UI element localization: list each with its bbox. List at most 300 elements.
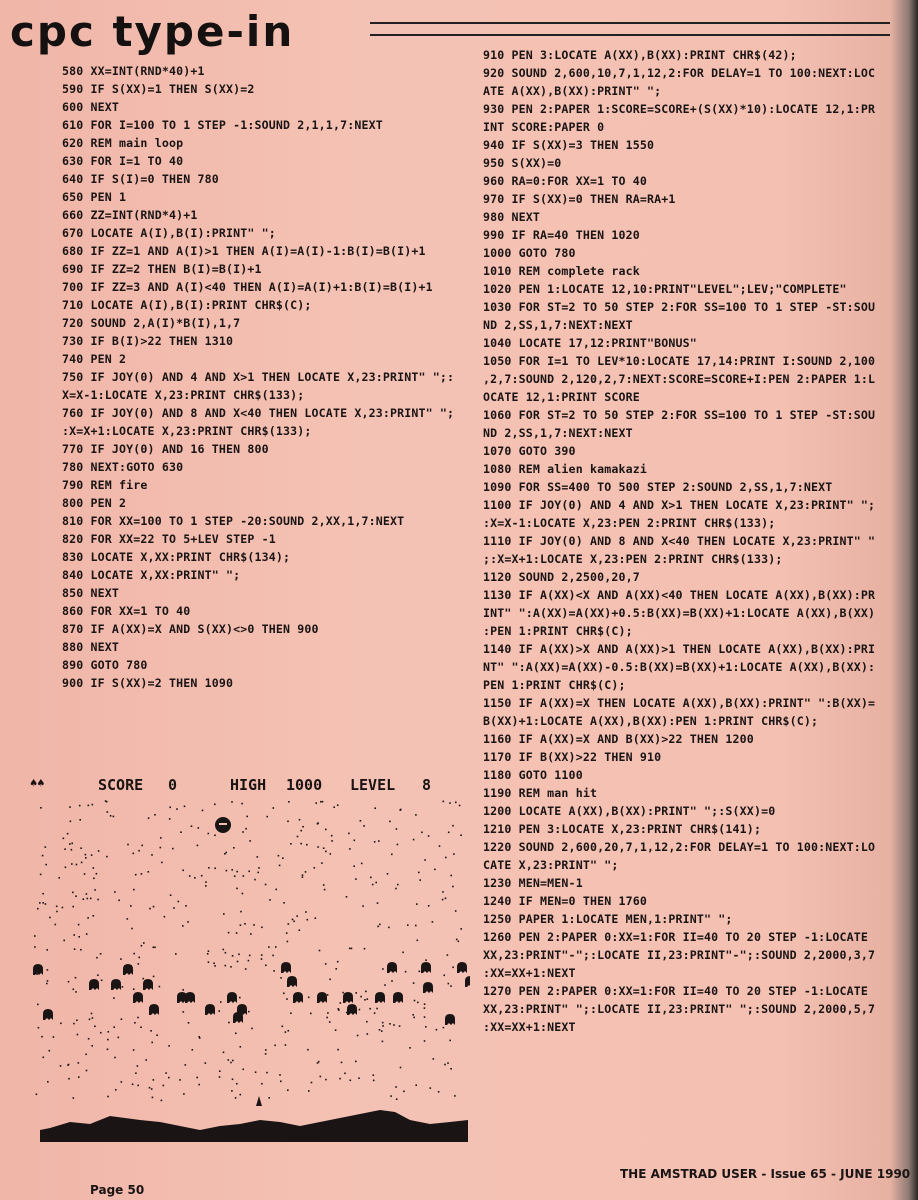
score-value: 0	[168, 776, 178, 794]
star	[133, 889, 135, 891]
star	[331, 840, 333, 842]
alien-invader	[133, 992, 143, 1003]
code-line: 1150 IF A(XX)=X THEN LOCATE A(XX),B(XX):PRINT" ":B(XX)=	[483, 696, 876, 710]
code-line: 640 IF S(I)=0 THEN 780	[62, 172, 219, 186]
star	[231, 801, 233, 803]
code-line: 750 IF JOY(0) AND 4 AND X>1 THEN LOCATE X,23:PRINT" ";:	[62, 370, 455, 384]
star	[443, 1027, 445, 1029]
star	[424, 1003, 426, 1005]
code-line: 900 IF S(XX)=2 THEN 1090	[62, 676, 234, 690]
star	[86, 893, 88, 895]
star	[325, 829, 327, 831]
star	[41, 1036, 43, 1038]
star	[286, 998, 288, 1000]
star	[71, 863, 73, 865]
alien-invader	[423, 982, 433, 993]
star	[266, 1072, 268, 1074]
star	[164, 916, 166, 918]
star	[208, 867, 210, 869]
star	[153, 976, 155, 978]
star	[223, 1052, 225, 1054]
star	[344, 1073, 346, 1075]
star	[205, 1062, 207, 1064]
star	[358, 1077, 360, 1079]
star	[275, 889, 277, 891]
code-line: 950 S(XX)=0	[483, 156, 562, 170]
star	[261, 927, 263, 929]
star	[306, 844, 308, 846]
star	[86, 1070, 88, 1072]
star	[151, 1088, 153, 1090]
star	[71, 849, 73, 851]
alien-invader	[111, 979, 121, 990]
star	[43, 1057, 45, 1059]
star	[355, 1061, 357, 1063]
alien-invader	[387, 962, 397, 973]
star	[261, 958, 263, 960]
star	[268, 1097, 270, 1099]
star	[134, 1022, 136, 1024]
star	[455, 802, 457, 804]
star	[86, 933, 88, 935]
code-line: 940 IF S(XX)=3 THEN 1550	[483, 138, 655, 152]
star	[172, 848, 174, 850]
star	[348, 833, 350, 835]
star	[78, 1062, 80, 1064]
star	[362, 905, 364, 907]
star	[122, 986, 124, 988]
star	[87, 917, 89, 919]
star	[97, 974, 99, 976]
star	[242, 1069, 244, 1071]
star	[242, 831, 244, 833]
code-line: 1070 GOTO 390	[483, 444, 576, 458]
code-line: 1120 SOUND 2,2500,20,7	[483, 570, 640, 584]
star	[243, 875, 245, 877]
star	[47, 969, 49, 971]
star	[428, 835, 430, 837]
star	[300, 830, 302, 832]
star	[346, 896, 348, 898]
star	[94, 889, 96, 891]
star	[93, 915, 95, 917]
star	[266, 816, 268, 818]
code-line: 1160 IF A(XX)=X AND B(XX)>22 THEN 1200	[483, 732, 754, 746]
star	[302, 826, 304, 828]
star	[248, 871, 250, 873]
star	[458, 941, 460, 943]
star	[459, 805, 461, 807]
star	[321, 862, 323, 864]
star	[138, 957, 140, 959]
star	[355, 992, 357, 994]
star	[338, 1008, 340, 1010]
star	[450, 875, 452, 877]
star	[434, 869, 436, 871]
star	[415, 925, 417, 927]
star	[349, 948, 351, 950]
star	[329, 979, 331, 981]
star	[359, 1009, 361, 1011]
star	[72, 906, 74, 908]
star	[133, 1049, 135, 1051]
star	[418, 872, 420, 874]
code-line: 1010 REM complete rack	[483, 264, 640, 278]
star	[366, 1021, 368, 1023]
star	[46, 949, 48, 951]
star	[335, 968, 337, 970]
star	[154, 947, 156, 949]
star	[223, 949, 225, 951]
star	[424, 1016, 426, 1018]
star	[340, 1002, 342, 1004]
star	[42, 902, 44, 904]
star	[149, 908, 151, 910]
code-line: 580 XX=INT(RND*40)+1	[62, 64, 205, 78]
star	[160, 847, 162, 849]
code-line: 740 PEN 2	[62, 352, 127, 366]
code-line: 780 NEXT:GOTO 630	[62, 460, 184, 474]
star	[143, 978, 145, 980]
star	[178, 901, 180, 903]
code-line: :PEN 1:PRINT CHR$(C);	[483, 624, 633, 638]
star	[279, 865, 281, 867]
star	[396, 1098, 398, 1100]
star	[37, 1004, 39, 1006]
code-line: 670 LOCATE A(I),B(I):PRINT" ";	[62, 226, 276, 240]
star	[373, 1074, 375, 1076]
star	[377, 902, 379, 904]
star	[412, 1014, 414, 1016]
star	[141, 945, 143, 947]
star	[145, 1059, 147, 1061]
star	[219, 1076, 221, 1078]
star	[241, 803, 243, 805]
star	[152, 1097, 154, 1099]
code-line: 1110 IF JOY(0) AND 8 AND X<40 THEN LOCATE X,23:PRINT" "	[483, 534, 876, 548]
code-line: CATE X,23:PRINT" ";	[483, 858, 619, 872]
star	[378, 840, 380, 842]
code-line: 930 PEN 2:PAPER 1:SCORE=SCORE+(S(XX)*10):LOCATE 12,1:PR	[483, 102, 876, 116]
star	[320, 801, 322, 803]
star	[442, 891, 444, 893]
star	[330, 853, 332, 855]
star	[280, 1081, 282, 1083]
alien-invader	[33, 964, 43, 975]
star	[326, 1017, 328, 1019]
code-line: 960 RA=0:FOR XX=1 TO 40	[483, 174, 647, 188]
star	[39, 902, 41, 904]
star	[240, 1094, 242, 1096]
code-line: 790 REM fire	[62, 478, 148, 492]
star	[397, 844, 399, 846]
star	[403, 1091, 405, 1093]
code-line: 1040 LOCATE 17,12:PRINT"BONUS"	[483, 336, 697, 350]
alien-invader	[317, 992, 327, 1003]
code-line: 700 IF ZZ=3 AND A(I)<40 THEN A(I)=A(I)+1:B(I)=B(I)+1	[62, 280, 433, 294]
code-line: 1230 MEN=MEN-1	[483, 876, 583, 890]
star	[341, 1062, 343, 1064]
star	[456, 939, 458, 941]
star	[244, 923, 246, 925]
star	[327, 994, 329, 996]
star	[307, 1049, 309, 1051]
star	[280, 977, 282, 979]
star	[342, 992, 344, 994]
alien-invader	[143, 979, 153, 990]
star	[55, 924, 57, 926]
star	[53, 1036, 55, 1038]
star	[452, 967, 454, 969]
star	[414, 1000, 416, 1002]
code-line: INT SCORE:PAPER 0	[483, 120, 605, 134]
star	[88, 805, 90, 807]
star	[114, 891, 116, 893]
star	[163, 1085, 165, 1087]
star	[391, 854, 393, 856]
star	[350, 1080, 352, 1082]
star	[242, 893, 244, 895]
code-line: 1050 FOR I=1 TO LEV*10:LOCATE 17,14:PRINT I:SOUND 2,100	[483, 354, 876, 368]
star	[454, 1095, 456, 1097]
code-line: 680 IF ZZ=1 AND A(I)>1 THEN A(I)=A(I)-1:B(I)=B(I)+1	[62, 244, 426, 258]
star	[399, 1025, 401, 1027]
star	[138, 963, 140, 965]
star	[179, 1079, 181, 1081]
star	[69, 843, 71, 845]
star	[100, 953, 102, 955]
star	[151, 854, 153, 856]
star	[173, 907, 175, 909]
star	[63, 838, 65, 840]
game-hud	[30, 770, 470, 796]
star	[283, 902, 285, 904]
star	[93, 867, 95, 869]
star	[36, 1094, 38, 1096]
star	[245, 828, 247, 830]
star	[63, 940, 65, 942]
code-line: 660 ZZ=INT(RND*4)+1	[62, 208, 198, 222]
star	[272, 955, 274, 957]
alien-invader	[281, 962, 291, 973]
star	[219, 1070, 221, 1072]
code-line: 600 NEXT	[62, 100, 120, 114]
star	[187, 921, 189, 923]
game-playfield	[30, 770, 470, 1150]
code-line: 1260 PEN 2:PAPER 0:XX=1:FOR II=40 TO 20 STEP -1:LOCATE	[483, 930, 869, 944]
code-line: ND 2,SS,1,7:NEXT:NEXT	[483, 426, 633, 440]
star	[92, 1017, 94, 1019]
star	[67, 833, 69, 835]
star	[442, 899, 444, 901]
star	[246, 816, 248, 818]
code-line: 1140 IF A(XX)>X AND A(XX)>1 THEN LOCATE A(XX),B(XX):PRI	[483, 642, 876, 656]
star	[339, 1078, 341, 1080]
star	[49, 917, 51, 919]
alien-invader	[149, 1004, 159, 1015]
star	[337, 804, 339, 806]
listing-right-column	[483, 46, 883, 1036]
star	[248, 960, 250, 962]
star	[169, 818, 171, 820]
star	[182, 989, 184, 991]
star	[205, 881, 207, 883]
star	[238, 954, 240, 956]
alien-invader	[343, 992, 353, 1003]
star	[75, 895, 77, 897]
page-number: Page 50	[90, 1183, 145, 1197]
star	[390, 1095, 392, 1097]
star	[452, 886, 454, 888]
star	[355, 878, 357, 880]
code-line: 1170 IF B(XX)>22 THEN 910	[483, 750, 662, 764]
star	[413, 839, 415, 841]
star	[239, 997, 241, 999]
star	[405, 971, 407, 973]
star	[89, 1019, 91, 1021]
star	[376, 1008, 378, 1010]
star	[354, 840, 356, 842]
star	[240, 1046, 242, 1048]
star	[363, 825, 365, 827]
star	[154, 814, 156, 816]
star	[75, 991, 77, 993]
star	[224, 853, 226, 855]
star	[194, 877, 196, 879]
star	[240, 924, 242, 926]
star	[268, 946, 270, 948]
star	[92, 804, 94, 806]
star	[79, 805, 81, 807]
star	[160, 837, 162, 839]
alien-invader	[375, 992, 385, 1003]
star	[80, 949, 82, 951]
star	[45, 846, 47, 848]
star	[114, 1057, 116, 1059]
star	[257, 856, 259, 858]
star	[257, 872, 259, 874]
star	[320, 1076, 322, 1078]
star	[183, 1093, 185, 1095]
star	[407, 924, 409, 926]
star	[65, 867, 67, 869]
alien-invader	[123, 964, 133, 975]
star	[384, 984, 386, 986]
code-line: 970 IF S(XX)=0 THEN RA=RA+1	[483, 192, 676, 206]
star	[379, 1029, 381, 1031]
star	[419, 971, 421, 973]
star	[153, 1079, 155, 1081]
code-line: 760 IF JOY(0) AND 8 AND X<40 THEN LOCATE X,23:PRINT" ";	[62, 406, 455, 420]
star	[208, 961, 210, 963]
star	[365, 991, 367, 993]
player-ship	[256, 1096, 262, 1106]
code-line: 990 IF RA=40 THEN 1020	[483, 228, 640, 242]
star	[288, 801, 290, 803]
star	[98, 850, 100, 852]
star	[315, 917, 317, 919]
star	[156, 1034, 158, 1036]
star	[127, 844, 129, 846]
star	[202, 810, 204, 812]
star	[265, 884, 267, 886]
star	[305, 871, 307, 873]
star	[101, 980, 103, 982]
star	[438, 1091, 440, 1093]
alien-invader	[393, 992, 403, 1003]
star	[430, 1087, 432, 1089]
code-line: 690 IF ZZ=2 THEN B(I)=B(I)+1	[62, 262, 262, 276]
star	[228, 932, 230, 934]
star	[148, 871, 150, 873]
star	[325, 963, 327, 965]
star	[419, 879, 421, 881]
star	[417, 1002, 419, 1004]
star	[283, 993, 285, 995]
star	[395, 1086, 397, 1088]
star	[391, 980, 393, 982]
star	[150, 1030, 152, 1032]
code-line: 650 PEN 1	[62, 190, 127, 204]
star	[389, 821, 391, 823]
star	[310, 1013, 312, 1015]
code-line: 590 IF S(XX)=1 THEN S(XX)=2	[62, 82, 255, 96]
star	[237, 961, 239, 963]
star	[230, 966, 232, 968]
star	[91, 854, 93, 856]
star	[452, 825, 454, 827]
star	[223, 913, 225, 915]
star	[189, 875, 191, 877]
star	[93, 878, 95, 880]
star	[317, 822, 319, 824]
star	[327, 1012, 329, 1014]
star	[83, 898, 85, 900]
star	[58, 877, 60, 879]
code-line: :XX=XX+1:NEXT	[483, 966, 576, 980]
star	[296, 915, 298, 917]
star	[299, 819, 301, 821]
star	[382, 1025, 384, 1027]
star	[107, 811, 109, 813]
star	[208, 833, 210, 835]
star	[300, 843, 302, 845]
star	[432, 921, 434, 923]
star	[185, 1064, 187, 1066]
star	[448, 983, 450, 985]
code-line: :X=X+1:LOCATE X,23:PRINT CHR$(133);	[62, 424, 312, 438]
star	[253, 924, 255, 926]
code-line: 880 NEXT	[62, 640, 120, 654]
star	[323, 847, 325, 849]
code-line: 1270 PEN 2:PAPER 0:XX=1:FOR II=40 TO 20 STEP -1:LOCATE	[483, 984, 869, 998]
star	[375, 882, 377, 884]
star	[138, 850, 140, 852]
star	[226, 870, 228, 872]
star	[176, 808, 178, 810]
star	[255, 1071, 257, 1073]
star	[379, 924, 381, 926]
star	[387, 873, 389, 875]
star	[235, 1097, 237, 1099]
level-label: LEVEL	[350, 776, 396, 794]
header-rule	[370, 22, 890, 36]
star	[265, 965, 267, 967]
star	[78, 1076, 80, 1078]
star	[232, 1060, 234, 1062]
star	[225, 965, 227, 967]
code-line: 730 IF B(I)>22 THEN 1310	[62, 334, 234, 348]
